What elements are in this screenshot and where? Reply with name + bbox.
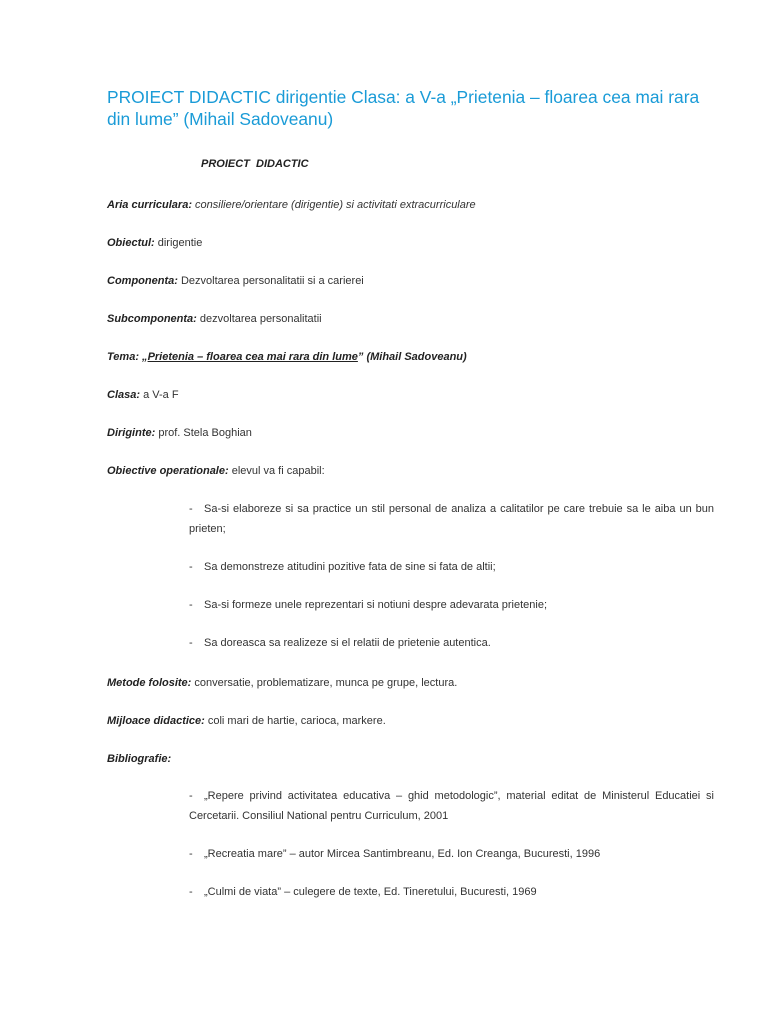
field-value: a V-a F [140,389,179,401]
field-label: Clasa: [107,389,141,401]
objective-text: Sa doreasca sa realizeze si el relatii de prietenie autentica. [204,637,491,649]
dash-bullet: - [189,848,193,860]
bibliography-text: „Repere privind activitatea educativa – ghid metodologic”, material editat de Ministerul Educatiei si Cercetarii. Consiliul National pentru Curriculum, 2001 [189,790,714,822]
dash-bullet: - [189,790,193,802]
bibliography-item [189,883,714,903]
field-metode-folosite [107,675,457,691]
field-label: Subcomponenta: [107,313,197,325]
field-value: dirigentie [154,237,203,249]
field-value: Dezvoltarea personalitatii si a carierei [177,275,364,287]
objective-text: Sa-si elaboreze si sa practice un stil personal de analiza a calitatilor pe care trebuie sa le aiba un bun prieten; [189,503,714,535]
objective-text: Sa-si formeze unele reprezentari si notiuni despre adevarata prietenie; [204,599,548,611]
field-aria-curriculara [107,197,476,213]
field-label: Diriginte: [107,427,156,439]
field-clasa [107,387,179,403]
objective-item [189,558,714,578]
dash-bullet: - [189,886,193,898]
bibliography-item [189,845,714,865]
dash-bullet: - [189,503,193,515]
bibliography-text: „Recreatia mare” – autor Mircea Santimbreanu, Ed. Ion Creanga, Bucuresti, 1996 [204,848,601,860]
field-label: Aria curriculara: [107,199,192,211]
field-label: Obiective operationale: [107,465,229,477]
field-bibliografie [107,751,171,767]
field-diriginte [107,425,252,441]
tema-title: Prietenia – floarea cea mai rara din lume [147,351,358,363]
document-title[interactable]: PROIECT DIDACTIC dirigentie Clasa: a V-a „Prietenia – floarea cea mai rara din lume” (Mihail Sadoveanu) [107,87,700,129]
objective-text: Sa demonstreze atitudini pozitive fata de sine si fata de altii; [204,561,496,573]
field-mijloace-didactice [107,713,386,729]
field-value: coli mari de hartie, carioca, markere. [204,715,386,727]
field-label: Tema: [107,351,139,363]
objective-item [189,596,714,616]
field-label: Obiectul: [107,237,155,249]
field-tema [107,349,467,365]
field-value: consiliere/orientare (dirigentie) si activitati extracurriculare [191,199,476,211]
bibliography-item [189,787,714,826]
field-subcomponenta [107,311,322,327]
dash-bullet: - [189,637,193,649]
field-value: prof. Stela Boghian [155,427,252,439]
field-obiective-operationale [107,463,325,479]
field-value: dezvoltarea personalitatii [196,313,322,325]
document-subtitle: PROIECT DIDACTIC [201,158,309,170]
dash-bullet: - [189,561,193,573]
objective-item [189,634,714,654]
field-label: Mijloace didactice: [107,715,205,727]
field-label: Componenta: [107,275,178,287]
tema-author: ” (Mihail Sadoveanu) [357,351,467,363]
dash-bullet: - [189,599,193,611]
field-label: Bibliografie: [107,753,172,765]
tema-open-quote: „ [139,351,148,363]
objective-item [189,500,714,539]
field-componenta [107,273,364,289]
bibliography-text: „Culmi de viata” – culegere de texte, Ed. Tineretului, Bucuresti, 1969 [204,886,537,898]
field-label: Metode folosite: [107,677,192,689]
field-value: conversatie, problematizare, munca pe grupe, lectura. [191,677,458,689]
field-value: elevul va fi capabil: [228,465,325,477]
field-obiectul [107,235,202,251]
